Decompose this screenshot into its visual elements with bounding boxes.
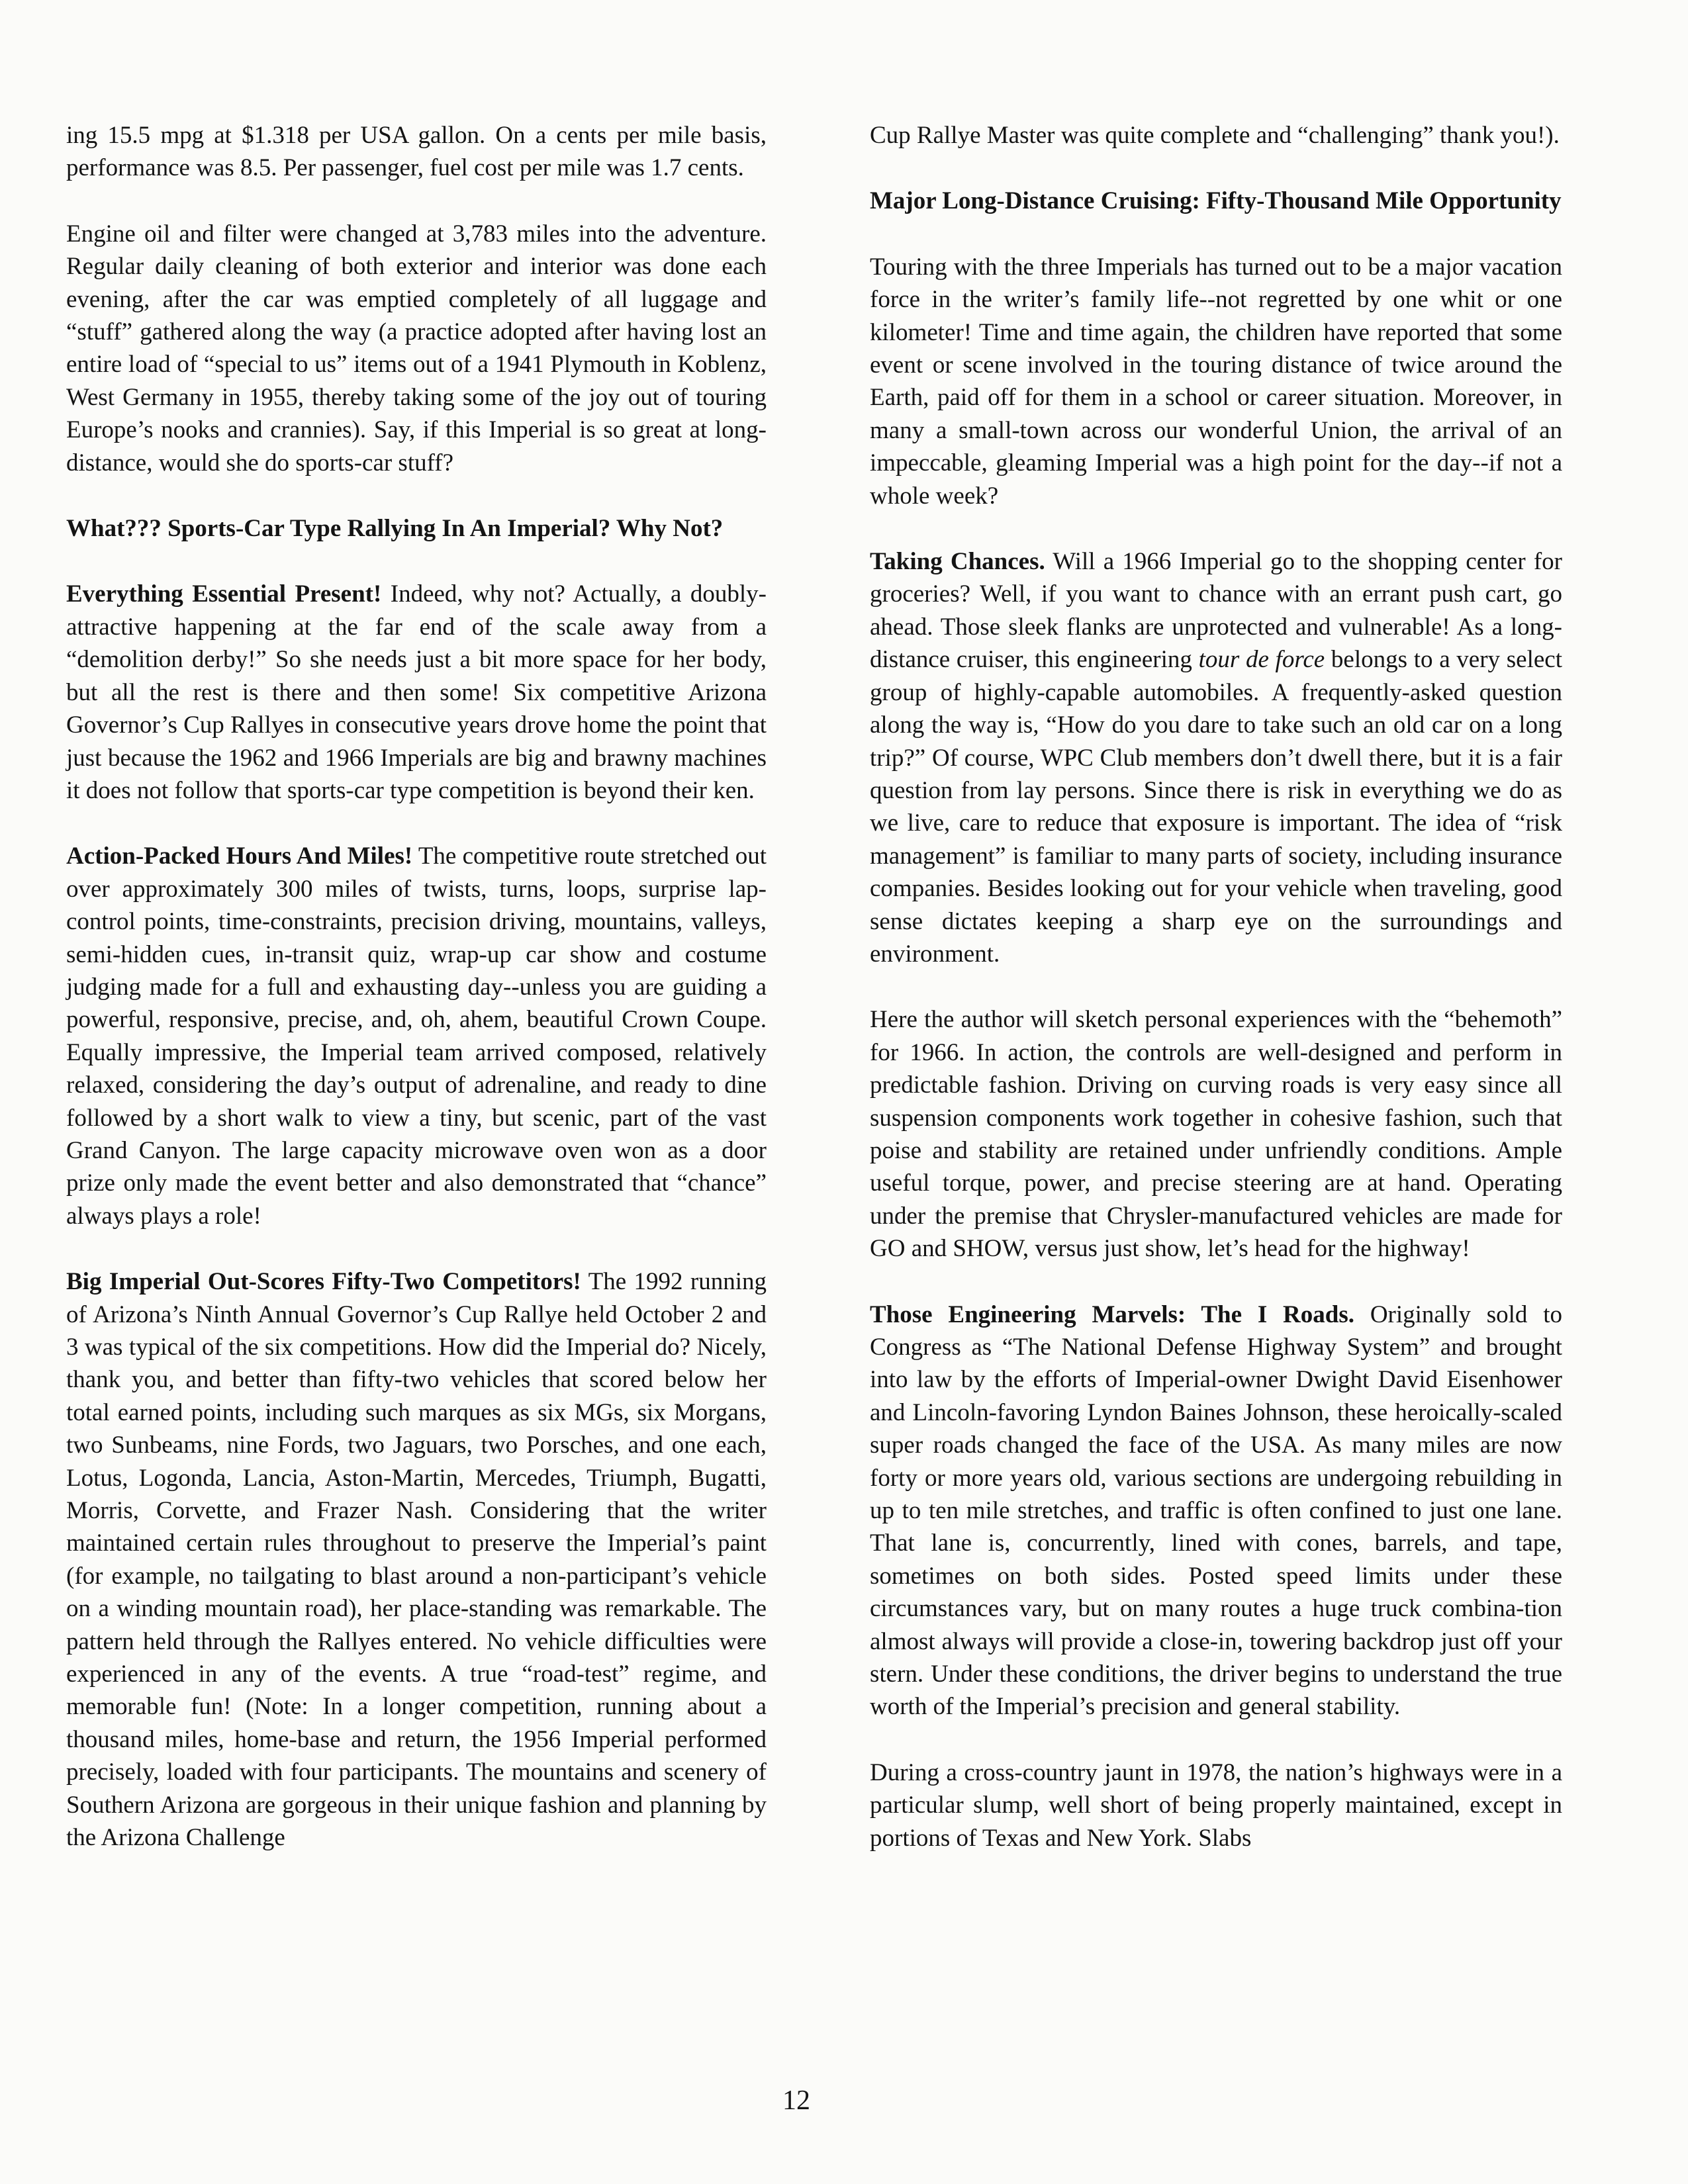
paragraph-cross-country: During a cross-country jaunt in 1978, the nation’s highways were in a particular slump, well short of being properly maintained, except in portions of Texas and New York. Slabs — [870, 1758, 1562, 1852]
paragraph-touring: Touring with the three Imperials has turned out to be a major vacation force in the writer’s family life--not regretted by one whit or one kilometer! Time and time again, the children have reported that some event or scene involved in the touring distance of twice around the Earth, paid off for them in a school or career situation. Moreover, in many a small-town across our wonderful Union, the arrival of an impeccable, gleaming Imperial was a high point for the day--if not a whole week? — [870, 253, 1562, 510]
paragraph-text: Will a 1966 Imperial go to the shopping center for groceries? Well, if you want to chance with an errant push cart, go ahead. Those sleek flanks are unprotected and vulnerable! As a long-distance cruiser, this engineering — [870, 548, 1562, 674]
run-in-heading: Big Imperial Out-Scores Fifty-Two Competitors! — [66, 1268, 581, 1296]
paragraph-everything-essential — [66, 578, 767, 807]
paragraph-out-scores — [66, 1265, 767, 1854]
paragraph-engine-oil: Engine oil and filter were changed at 3,783 miles into the adventure. Regular daily cleaning of both exterior and interior was done each evening, after the car was emptied completely of all luggage and “stuff” gathered along the way (a practice adopted after having lost an entire load of “special to us” items out of a 1941 Plymouth in Koblenz, West Germany in 1955, thereby taking some of the joy out of touring Europe’s nooks and crannies). Say, if this Imperial is so great at long-distance, would she do sports-car stuff? — [66, 220, 767, 477]
section-heading-long-distance-cruising: Major Long-Distance Cruising: Fifty-Thousand Mile Opportunity — [870, 187, 1562, 215]
paragraph-action-packed — [66, 840, 767, 1232]
paragraph-text: The 1992 running of Arizona’s Ninth Annual Governor’s Cup Rallye held October 2 and 3 was typical of the six competitions. How did the Imperial do? Nicely, thank you, and better than fifty-two vehicles that scored below her total earned points, including such marques as six MGs, six Morgans, two Sunbeams, nine Fords, two Jaguars, two Porsches, and one each, Lotus, Logonda, Lancia, Aston-Martin, Mercedes, Triumph, Bugatti, Morris, Corvette, and Frazer Nash. Considering that the writer maintained certain rules throughout to preserve the Imperial’s paint (for example, no tailgating to blast around a non-participant’s vehicle on a winding mountain road), her place-standing was remarkable. The pattern held through the Rallyes entered. No vehicle difficulties were experienced in any of the events. A true “road-test” regime, and memorable fun! (Note: In a longer competition, running about a thousand miles, home-base and return, the 1956 Imperial performed precisely, loaded with four participants. The mountains and scenery of Southern Arizona are gorgeous in their unique fashion and planning by the Arizona Challenge — [66, 1268, 767, 1852]
paragraph-fuel-economy: ing 15.5 mpg at $1.318 per USA gallon. On a cents per mile basis, performance was 8.5. Per passenger, fuel cost per mile was 1.7 cents. — [66, 122, 767, 182]
italic-phrase: tour de force — [1198, 646, 1325, 674]
paragraph-text: The competitive route stretched out over approximately 300 miles of twists, turns, loops, surprise lap-control points, time-constraints, precision driving, mountains, valleys, semi-hidden cues, in-transit quiz, wrap-up car show and costume judging made for a full and exhausting day--unless you are guiding a powerful, responsive, precise, and, oh, ahem, beautiful Crown Coupe. Equally impressive, the Imperial team arrived composed, relatively relaxed, considering the day’s output of adrenaline, and ready to dine followed by a short walk to view a tiny, but scenic, part of the vast Grand Canyon. The large capacity microwave oven won as a door prize only made the event better and also demonstrated that “chance” always plays a role! — [66, 842, 767, 1230]
paragraph-text: belongs to a very select group of highly-capable automobiles. A frequently-asked question along the way is, “How do you dare to take such an old car on a long trip?” Of course, WPC Club members don’t dwell there, but it is a fair question from lay persons. Since there is risk in everything we do as we live, care to reduce that exposure is important. The idea of “risk management” is familiar to many parts of society, including insurance companies. Besides looking out for your vehicle when traveling, good sense dictates keeping a sharp eye on the surroundings and environment. — [870, 646, 1562, 968]
paragraph-engineering-marvels — [870, 1298, 1562, 1723]
paragraph-text: Originally sold to Congress as “The National Defense Highway System” and brought into law by the efforts of Imperial-owner Dwight David Eisenhower and Lincoln-favoring Lyndon Baines Johnson, these heroically-scaled super roads changed the face of the USA. As many miles are now forty or more years old, various sections are undergoing rebuilding in up to ten mile stretches, and traffic is often confined to just one lane. That lane is, concurrently, lined with cones, barrels, and tape, sometimes on both sides. Posted speed limits under these circumstances vary, but on many routes a huge truck combina-tion almost always will provide a close-in, towering backdrop just off your stern. Under these conditions, the driver begins to understand the true worth of the Imperial’s precision and general stability. — [870, 1300, 1562, 1721]
run-in-heading: Everything Essential Present! — [66, 580, 382, 608]
paragraph-behemoth: Here the author will sketch personal experiences with the “behemoth” for 1966. In action, the controls are well-designed and perform in predictable fashion. Driving on curving roads is very easy since all suspension components work together in cohesive fashion, such that poise and stability are retained under unfriendly conditions. Ample useful torque, power, and precise steering are at hand. Operating under the premise that Chrysler-manufactured vehicles are made for GO and SHOW, versus just show, let’s head for the highway! — [870, 1006, 1562, 1263]
right-column — [870, 119, 1562, 1854]
run-in-heading: Action-Packed Hours And Miles! — [66, 842, 413, 870]
paragraph-text: Indeed, why not? Actually, a doubly-attractive happening at the far end of the scale away from a “demolition derby!” So she needs just a bit more space for her body, but all the rest is there and then some! Six competitive Arizona Governor’s Cup Rallyes in consecutive years drove home the point that just because the 1962 and 1966 Imperials are big and brawny machines it does not follow that sports-car type competition is beyond their ken. — [66, 580, 767, 804]
paragraph-rallye-master: Cup Rallye Master was quite complete and “challenging” thank you!). — [870, 122, 1560, 149]
page-number: 12 — [782, 2085, 810, 2116]
left-column — [66, 119, 767, 1854]
run-in-heading: Taking Chances. — [870, 548, 1045, 576]
run-in-heading: Those Engineering Marvels: The I Roads. — [870, 1300, 1355, 1328]
paragraph-taking-chances — [870, 545, 1562, 970]
section-heading-sports-car-rallying: What??? Sports-Car Type Rallying In An Imperial? Why Not? — [66, 515, 724, 543]
